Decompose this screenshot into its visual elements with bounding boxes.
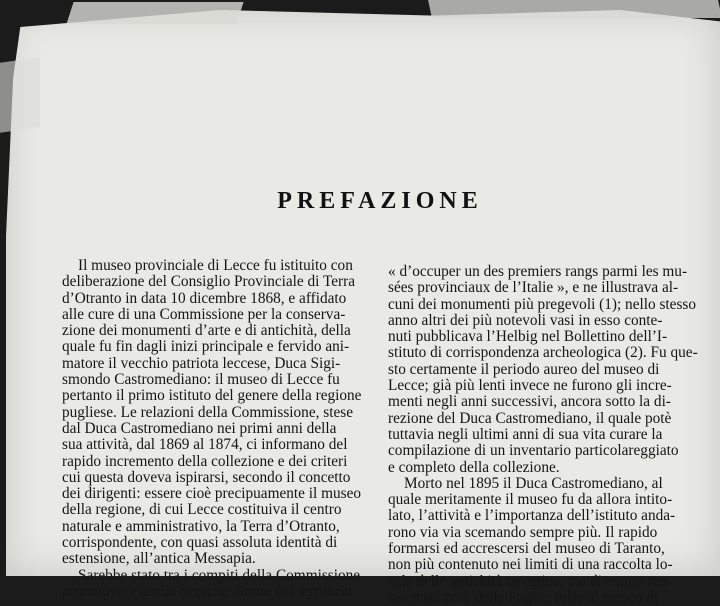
text-line: d’Otranto in data 10 dicembre 1868, e affidato	[62, 289, 347, 307]
text-line: rapido incremento della collezione e dei criteri	[62, 452, 348, 470]
text-line: dei dirigenti: essere cioè precipuamente il museo	[62, 485, 362, 503]
text-line: e completo della collezione.	[388, 458, 560, 476]
torn-page-edge	[66, 2, 243, 24]
text-line: « d’occuper un des premiers rangs parmi les mu-	[388, 263, 688, 280]
text-line: nuti pubblicava l’Helbig nel Bollettino dell’I-	[388, 328, 668, 346]
text-line: Il museo provinciale di Lecce fu istituito con	[78, 257, 353, 274]
text-line: Lecce; già più lenti invece ne furono gli incre-	[388, 377, 672, 395]
text-line: rono via via scemando sempre più. Il rapido	[388, 523, 658, 541]
text-line: menti negli anni successivi, ancora sotto la di-	[388, 393, 671, 411]
torn-page-edge	[428, 0, 720, 18]
text-line: promuovere anche ricerche dirette nel territorio	[62, 582, 353, 600]
text-line: Sarebbe stato tra i compiti della Commissione	[78, 566, 361, 584]
text-line: smondo Castromediano: il museo di Lecce fu	[62, 371, 340, 389]
text-line: formarsi ed accrescersi del museo di Taranto,	[388, 540, 665, 558]
text-line: cui questa doveva ispirarsi, secondo il concetto	[62, 468, 351, 486]
text-line: stituto di corrispondenza archeologica (2). Fu que-	[388, 344, 698, 362]
text-line: dal Duca Castromediano nei primi anni della	[62, 419, 337, 437]
text-line: corrispondente, con quasi assoluta identità di	[62, 534, 338, 552]
text-line: quale meritamente il museo fu da allora intito-	[388, 491, 673, 509]
text-line: Morto nel 1895 il Duca Castromediano, al	[404, 474, 663, 492]
left-text-column	[62, 258, 362, 600]
text-line: naturale e amministrativo, la Terra d’Otranto,	[62, 517, 340, 535]
right-text-column	[388, 263, 698, 606]
text-line: sées provinciaux de l’Italie », e ne illustrava al-	[388, 279, 679, 297]
text-line: estensione, all’antica Messapia.	[62, 550, 256, 568]
text-line: non più contenuto nei limiti di una raccolta lo-	[388, 556, 673, 574]
text-line: anno altri dei più notevoli vasi in esso conte-	[388, 311, 663, 329]
text-line: pertanto il primo istituto del genere della regione	[62, 387, 362, 405]
text-line: cale delle antichità tarentine, ma divenuto mu-	[388, 572, 673, 590]
text-line: zione dei monumenti d’arte e di antichità, della	[62, 322, 351, 340]
text-line: compilazione di un inventario particolareggiato	[388, 442, 679, 460]
text-line: matore il vecchio patriota leccese, Duca Sigi-	[62, 354, 341, 372]
text-line: cuni dei monumenti più pregevoli (1); nello stesso	[388, 295, 697, 313]
page-title: PREFAZIONE	[277, 188, 483, 214]
text-line: rezione del Duca Castromediano, il quale potè	[388, 409, 672, 427]
text-line: lato, l’attività e l’importanza dell’istituto anda-	[388, 507, 676, 525]
text-line: alle cure di una Commissione per la conserva-	[62, 305, 346, 323]
text-line: deliberazione del Consiglio Provinciale di Terra	[62, 273, 356, 291]
text-line: pugliese. Le relazioni della Commissione, stese	[62, 403, 353, 421]
text-line: sua attività, dal 1869 al 1874, ci informano del	[62, 436, 348, 454]
text-line: tuttavia negli ultimi anni di sua vita curare la	[388, 425, 663, 443]
text-line: quale fu fin dagli inizi principale e fervido ani-	[62, 338, 350, 356]
text-line: seo nazionale delle Puglie, tolse al museo di	[388, 588, 659, 606]
torn-page-edge	[0, 57, 40, 133]
text-line: sto certamente il periodo aureo del museo di	[388, 360, 660, 378]
text-line: della regione, di cui Lecce costituiva il centro	[62, 501, 342, 519]
